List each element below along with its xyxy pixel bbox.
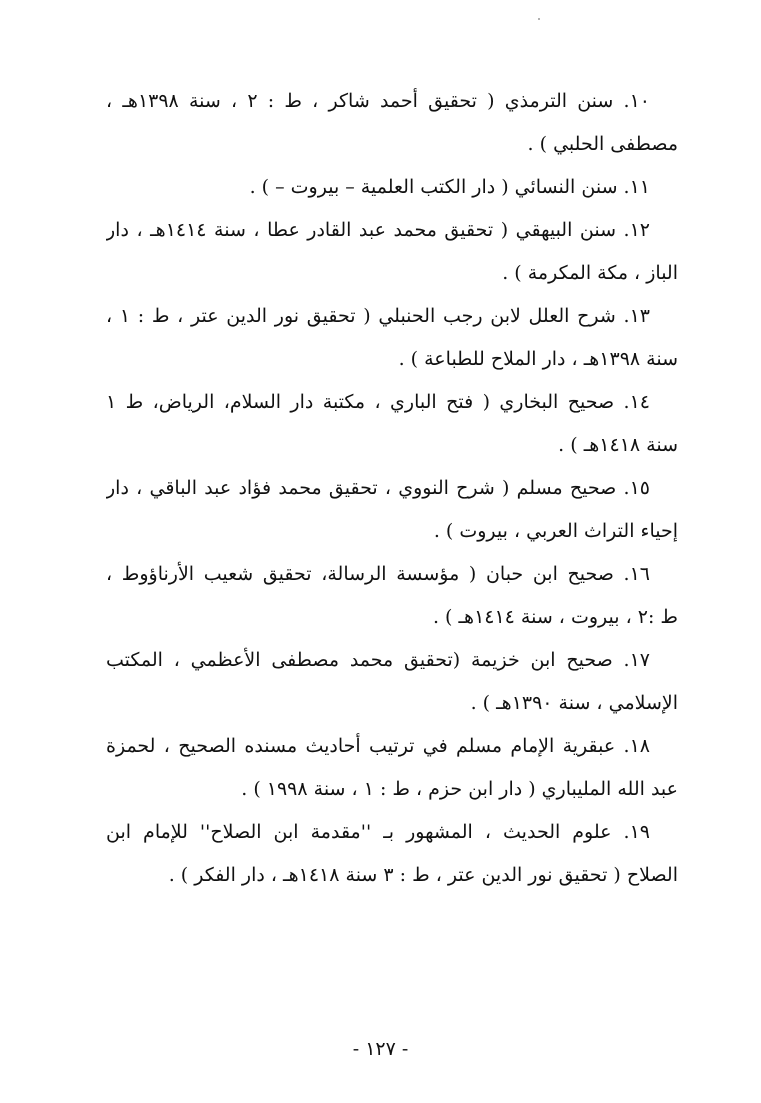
reference-line: ط :٢ ، بيروت ، سنة ١٤١٤هـ ) . <box>432 606 678 628</box>
scan-speck <box>538 18 540 20</box>
reference-line: الإسلامي ، سنة ١٣٩٠هـ ) . <box>470 692 678 714</box>
reference-line: ١٨. عبقرية الإمام مسلم في ترتيب أحاديث مسنده الصحيح ، لحمزة <box>106 735 650 757</box>
reference-entry-18 <box>106 725 678 811</box>
reference-line: سنة ١٣٩٨هـ ، دار الملاح للطباعة ) . <box>398 348 678 370</box>
reference-line: ١٧. صحيح ابن خزيمة (تحقيق محمد مصطفى الأعظمي ، المكتب <box>106 649 650 671</box>
reference-line: ١٩. علوم الحديث ، المشهور بـ ''مقدمة ابن الصلاح'' للإمام ابن <box>106 821 650 843</box>
reference-line: ١١. سنن النسائي ( دار الكتب العلمية – بيروت – ) . <box>249 176 650 198</box>
reference-entry-15 <box>106 467 678 553</box>
reference-line: سنة ١٤١٨هـ ) . <box>558 434 678 456</box>
reference-entry-12 <box>106 209 678 295</box>
page-number: - ١٢٧ - <box>352 1038 409 1060</box>
reference-entry-10 <box>106 80 678 166</box>
reference-line: عبد الله المليباري ( دار ابن حزم ، ط : ١ ، سنة ١٩٩٨ ) . <box>241 778 678 800</box>
reference-entry-17 <box>106 639 678 725</box>
reference-entry-14 <box>106 381 678 467</box>
reference-line: ١٤. صحيح البخاري ( فتح الباري ، مكتبة دار السلام، الرياض، ط ١ <box>106 391 650 413</box>
reference-line: الباز ، مكة المكرمة ) . <box>502 262 678 284</box>
reference-list <box>106 80 678 897</box>
reference-line: إحياء التراث العربي ، بيروت ) . <box>433 520 678 542</box>
reference-entry-11 <box>106 166 678 209</box>
reference-line: الصلاح ( تحقيق نور الدين عتر ، ط : ٣ سنة ١٤١٨هـ ، دار الفكر ) . <box>168 864 678 886</box>
reference-entry-16 <box>106 553 678 639</box>
reference-line: ١٠. سنن الترمذي ( تحقيق أحمد شاكر ، ط : ٢ ، سنة ١٣٩٨هـ ، <box>106 90 651 112</box>
reference-line: ١٣. شرح العلل لابن رجب الحنبلي ( تحقيق نور الدين عتر ، ط : ١ ، <box>106 305 650 327</box>
reference-line: ١٦. صحيح ابن حبان ( مؤسسة الرسالة، تحقيق شعيب الأرناؤوط ، <box>106 563 650 585</box>
reference-line: ١٢. سنن البيهقي ( تحقيق محمد عبد القادر عطا ، سنة ١٤١٤هـ ، دار <box>106 219 650 241</box>
reference-line: ١٥. صحيح مسلم ( شرح النووي ، تحقيق محمد فؤاد عبد الباقي ، دار <box>106 477 650 499</box>
reference-entry-13 <box>106 295 678 381</box>
reference-line: مصطفى الحلبي ) . <box>527 133 678 155</box>
reference-entry-19 <box>106 811 678 897</box>
